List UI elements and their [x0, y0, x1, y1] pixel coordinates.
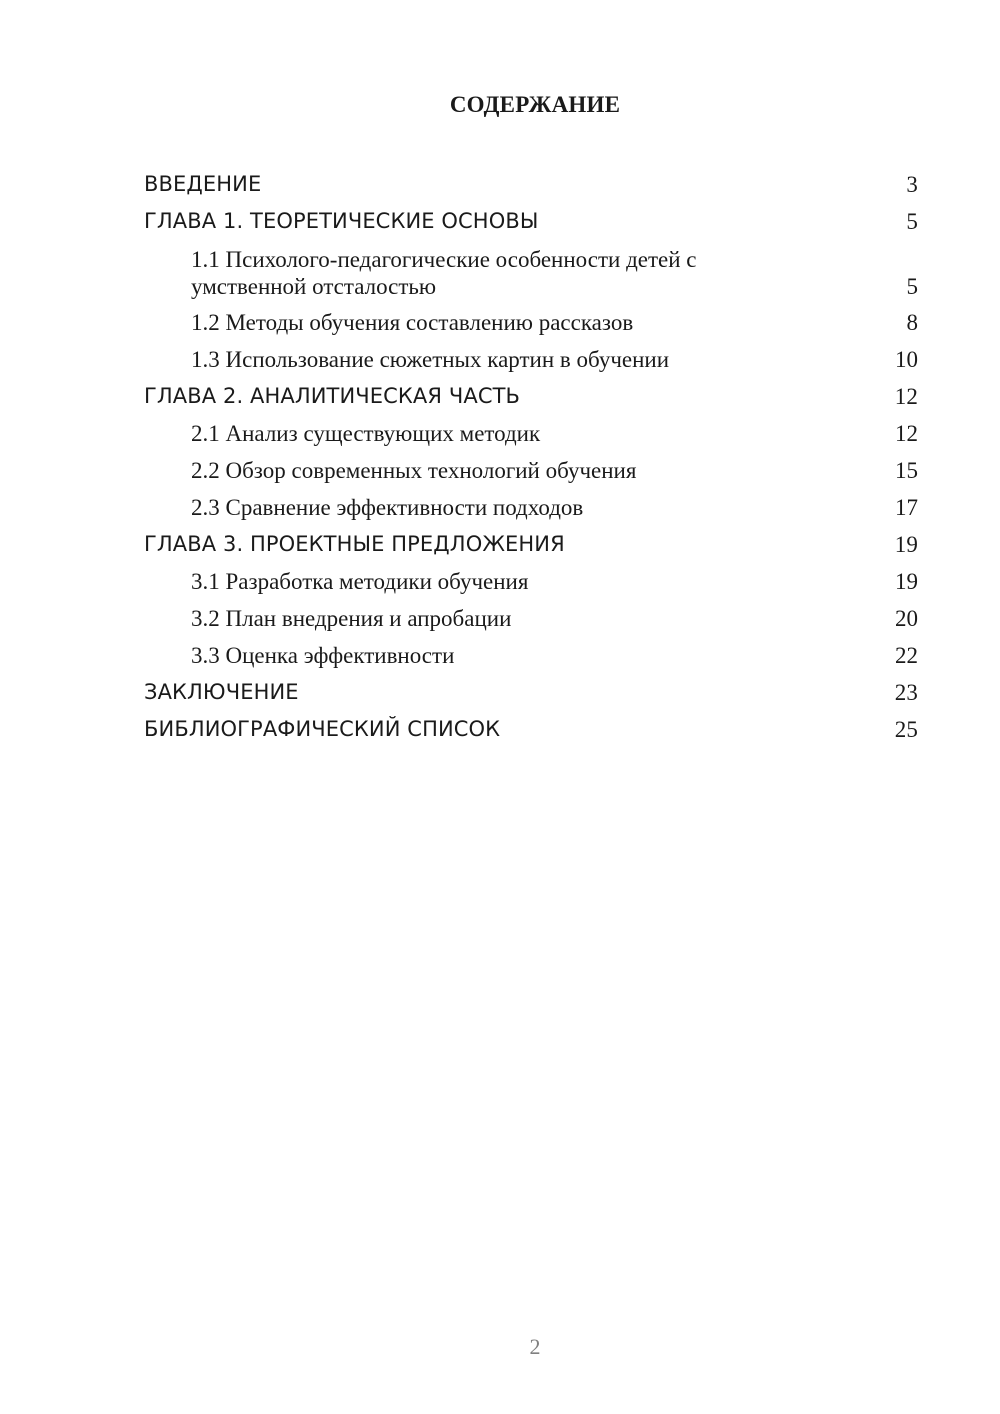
toc-entry-title: 2.3 Сравнение эффективности подходов: [191, 495, 584, 520]
toc-subsection-entry[interactable]: [144, 489, 918, 526]
toc-entry-title: 3.3 Оценка эффективности: [191, 643, 455, 668]
toc-entry-page: 20: [895, 606, 918, 631]
toc-entry-title: 2.1 Анализ существующих методик: [191, 421, 541, 446]
toc-entry-title: 2.2 Обзор современных технологий обучения: [191, 458, 637, 483]
toc-section-entry[interactable]: [144, 378, 918, 415]
toc-entry-page: 12: [894, 384, 918, 409]
toc-section-entry[interactable]: [144, 203, 918, 240]
toc-entry-title: ГЛАВА 1. ТЕОРЕТИЧЕСКИЕ ОСНОВЫ: [144, 209, 539, 233]
toc-entry-page: 5: [906, 274, 918, 299]
toc-subsection-entry[interactable]: [144, 637, 918, 674]
toc-entry-page: 22: [895, 643, 918, 668]
toc-entry-page: 25: [894, 717, 918, 742]
toc-section-entry[interactable]: [144, 526, 918, 563]
toc-subsection-entry[interactable]: [144, 240, 918, 304]
toc-entry-title: 1.2 Методы обучения составлению рассказов: [191, 310, 634, 335]
toc-entry-title: 1.3 Использование сюжетных картин в обучении: [191, 347, 670, 372]
toc-entry-page: 23: [894, 680, 918, 705]
toc-subsection-entry[interactable]: [144, 452, 918, 489]
toc-subsection-entry[interactable]: [144, 415, 918, 452]
table-of-contents: [144, 166, 918, 748]
toc-entry-page: 19: [895, 569, 918, 594]
toc-entry-page: 19: [894, 532, 918, 557]
toc-entry-title: ЗАКЛЮЧЕНИЕ: [144, 680, 299, 704]
toc-entry-page: 10: [895, 347, 918, 372]
toc-subsection-entry[interactable]: [144, 563, 918, 600]
toc-entry-title: 3.2 План внедрения и апробации: [191, 606, 512, 631]
toc-entry-title: ВВЕДЕНИЕ: [144, 172, 262, 196]
toc-subsection-entry[interactable]: [144, 341, 918, 378]
toc-subsection-entry[interactable]: [144, 304, 918, 341]
toc-entry-page: 17: [895, 495, 918, 520]
page-number: 2: [529, 1334, 541, 1359]
toc-entry-page: 5: [906, 209, 918, 234]
toc-section-entry[interactable]: [144, 674, 918, 711]
toc-entry-title: ГЛАВА 3. ПРОЕКТНЫЕ ПРЕДЛОЖЕНИЯ: [144, 532, 565, 556]
toc-subsection-entry[interactable]: [144, 600, 918, 637]
toc-entry-page: 15: [895, 458, 918, 483]
toc-entry-page: 3: [906, 172, 918, 197]
toc-entry-title: 1.1 Психолого-педагогические особенности детей с умственной отсталостью: [191, 247, 697, 299]
toc-section-entry[interactable]: [144, 711, 918, 748]
toc-entry-title: ГЛАВА 2. АНАЛИТИЧЕСКАЯ ЧАСТЬ: [144, 384, 521, 408]
toc-entry-title: 3.1 Разработка методики обучения: [191, 569, 529, 594]
toc-title: СОДЕРЖАНИЕ: [449, 92, 621, 117]
toc-entry-title: БИБЛИОГРАФИЧЕСКИЙ СПИСОК: [144, 717, 501, 741]
toc-entry-page: 8: [906, 310, 918, 335]
toc-entry-page: 12: [895, 421, 918, 446]
toc-section-entry[interactable]: [144, 166, 918, 203]
